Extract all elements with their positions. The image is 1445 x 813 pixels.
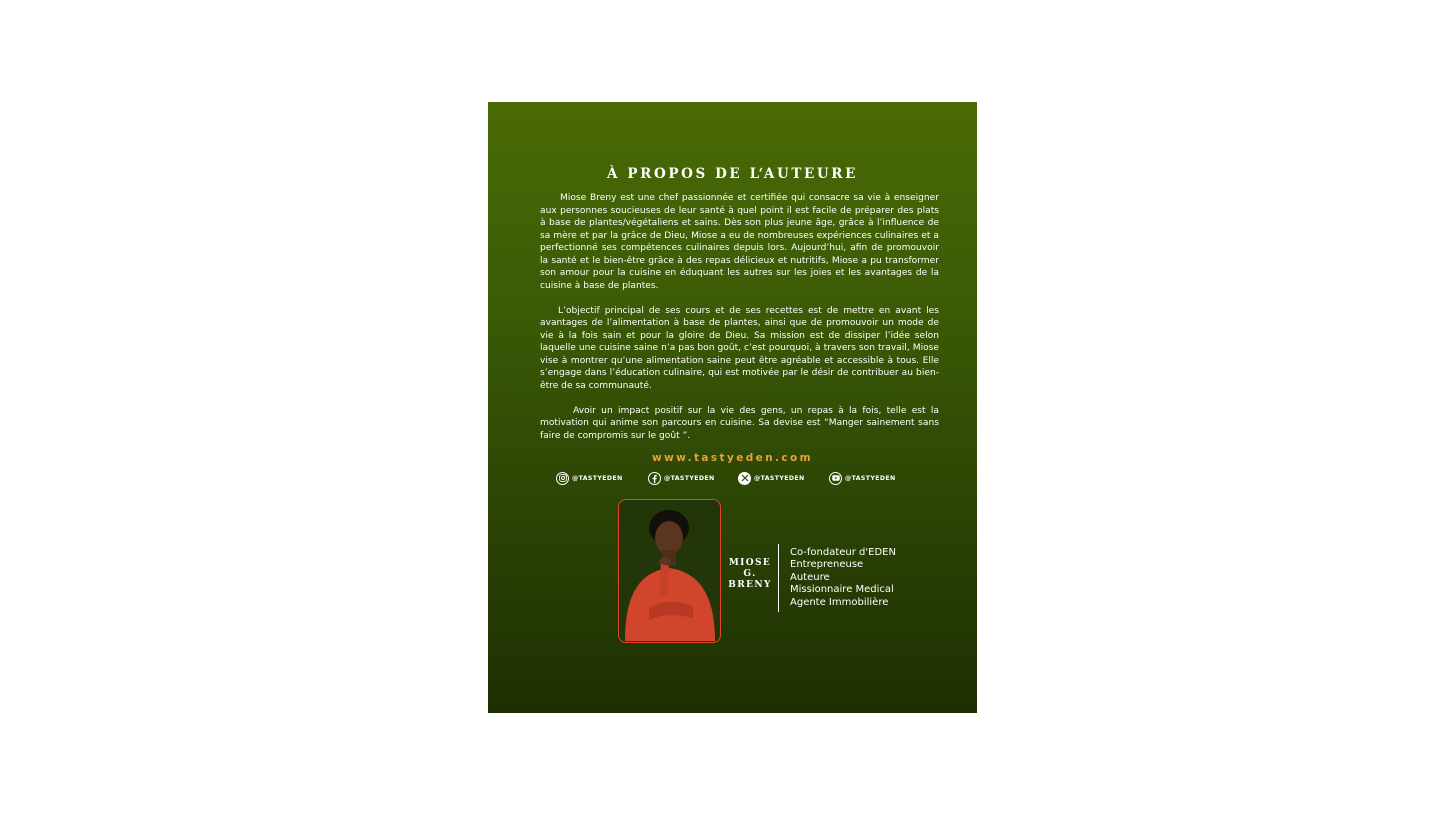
- social-instagram[interactable]: [556, 470, 623, 486]
- author-role: Auteure: [790, 571, 830, 583]
- social-handle: @TASTYEDEN: [754, 474, 805, 482]
- social-youtube[interactable]: [829, 470, 896, 486]
- facebook-icon: [648, 472, 661, 485]
- social-x[interactable]: [738, 470, 805, 486]
- author-name-line: BRENY: [728, 580, 772, 590]
- author-name: [726, 558, 774, 591]
- x-icon: [738, 472, 751, 485]
- social-handle: @TASTYEDEN: [664, 474, 715, 482]
- instagram-icon: [556, 472, 569, 485]
- author-name-line: MIOSE: [728, 558, 772, 568]
- page-title: À PROPOS DE L‘AUTEURE: [607, 166, 858, 182]
- social-handle: @TASTYEDEN: [572, 474, 623, 482]
- social-handle: @TASTYEDEN: [845, 474, 896, 482]
- author-biography: [540, 192, 939, 455]
- youtube-icon: [829, 472, 842, 485]
- author-photo: [618, 499, 721, 643]
- author-roles: [790, 547, 896, 609]
- social-facebook[interactable]: [648, 470, 715, 486]
- author-role: Entrepreneuse: [790, 559, 864, 571]
- bio-paragraph-3: Avoir un impact positif sur la vie des gens, un repas à la fois, telle est la motivation qui anime son parcours en cuisine. Sa devise est “Manger sainement sans faire de compromis sur le goût ”.: [540, 405, 939, 441]
- vertical-divider: [778, 544, 779, 612]
- social-links: [556, 470, 936, 486]
- author-role: Missionnaire Medical: [790, 584, 894, 596]
- author-name-line: G.: [743, 569, 757, 579]
- back-cover-page: [488, 102, 977, 713]
- bio-paragraph-1: Miose Breny est une chef passionnée et certifiée qui consacre sa vie à enseigner aux personnes soucieuses de leur santé à quel point il est facile de préparer des plats à base de plantes/végétaliens et sains. Dès son plus jeune âge, grâce à l’influence de sa mère et par la grâce de Dieu, Miose a eu de nombreuses expériences culinaires et a perfectionné ses compétences culinaires depuis lors. Aujourd’hui, afin de promouvoir la santé et le bien-être grâce à des repas délicieux et nutritifs, Miose a pu transformer son amour pour la cuisine en éduquant les autres sur les joies et les avantages de la cuisine à base de plantes.: [540, 193, 939, 291]
- bio-paragraph-2: L’objectif principal de ses cours et de ses recettes est de mettre en avant les avantages de l’alimentation à base de plantes, ainsi que de promouvoir un mode de vie à la fois sain et pour la gloire de Dieu. Sa mission est de dissiper l’idée selon laquelle une cuisine saine n’a pas bon goût, c’est pourquoi, à travers son travail, Miose vise à montrer qu’une alimentation saine peut être agréable et accessible à tous. Elle s’engage dans l’éducation culinaire, qui est motivée par le désir de contribuer au bien-être de sa communauté.: [540, 305, 939, 391]
- author-role: Co-fondateur d'EDEN: [790, 547, 896, 558]
- author-role: Agente Immobilière: [790, 596, 889, 608]
- website-link[interactable]: www.tastyeden.com: [651, 452, 814, 464]
